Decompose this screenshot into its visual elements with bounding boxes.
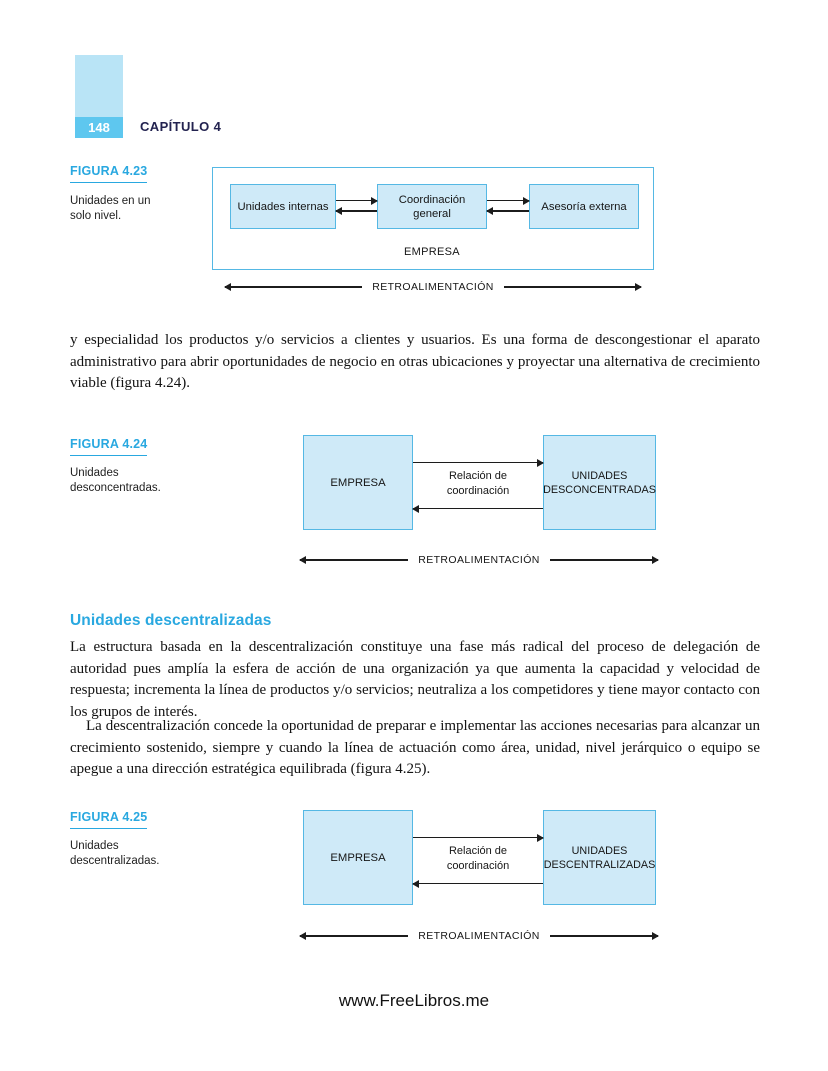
page-number-tab — [75, 55, 123, 117]
external-advisory-box: Asesoría externa — [529, 184, 639, 229]
arrow-right — [550, 559, 658, 560]
feedback-label: RETROALIMENTACIÓN — [418, 930, 540, 942]
arrow-right — [550, 935, 658, 936]
feedback-arrow — [300, 929, 658, 943]
arrow-left — [300, 935, 408, 936]
figure-424-caption: Unidades desconcentradas. — [70, 467, 161, 494]
internal-units-box: Unidades internas — [230, 184, 336, 229]
figure-423-caption: Unidades en un solo nivel. — [70, 195, 151, 222]
body-paragraph: La estructura basada en la descentralización constituye una fase más radical del proceso de delegación de autoridad pues amplía la esfera de acción de una organización ya que aumenta la capacidad y velocidad de respuesta; incrementa la línea de productos y/o servicios; neutraliza a los competidores y tiene mayor contacto con los grupos de interés. — [70, 639, 760, 720]
company-box: EMPRESA — [303, 810, 413, 905]
figure-423-label: FIGURA 4.23 — [70, 164, 147, 183]
figure-425-caption: Unidades descentralizadas. — [70, 840, 160, 867]
arrow-left — [413, 508, 543, 509]
arrow-right — [487, 200, 529, 201]
section-heading: Unidades descentralizadas — [70, 612, 272, 629]
coordination-relation-label: Relación de coordinación — [446, 470, 510, 497]
deconcentrated-units-box: UNIDADES DESCONCENTRADAS — [543, 435, 656, 530]
body-paragraph: La descentralización concede la oportunidad de preparar e implementar las acciones necesarias para alcanzar un crecimiento sostenido, siempre y cuando la línea de actuación como área, unidad, nivel jerárquico o equipo se apegue a una dirección estratégica equilibrada (figura 4.25). — [70, 718, 760, 777]
duplex-arrow — [336, 200, 377, 212]
general-coordination-box: Coordinación general — [377, 184, 487, 229]
arrow-right — [504, 286, 641, 287]
duplex-arrow — [487, 200, 529, 212]
arrow-left — [336, 210, 377, 211]
coordination-relation-label: Relación de coordinación — [446, 845, 510, 872]
feedback-arrow — [300, 553, 658, 567]
chapter-title: CAPÍTULO 4 — [140, 119, 222, 134]
figure-424-label: FIGURA 4.24 — [70, 437, 147, 456]
page-number: 148 — [75, 117, 123, 138]
feedback-label: RETROALIMENTACIÓN — [418, 554, 540, 566]
arrow-right — [413, 837, 543, 838]
footer-url: www.FreeLibros.me — [338, 991, 490, 1010]
feedback-label: RETROALIMENTACIÓN — [372, 281, 494, 293]
arrow-left — [487, 210, 529, 211]
arrow-left — [413, 883, 543, 884]
arrow-right — [413, 462, 543, 463]
body-paragraph: y especialidad los productos y/o servicios a clientes y usuarios. Es una forma de descongestionar el aparato administrativo para abrir oportunidades de negocio en otras ubicaciones y proyectar una alternativa de crecimiento viable (figura 4.24). — [70, 332, 760, 391]
feedback-arrow — [225, 280, 641, 294]
company-box: EMPRESA — [303, 435, 413, 530]
company-frame-label: EMPRESA — [404, 246, 460, 258]
arrow-left — [225, 286, 362, 287]
arrow-right — [336, 200, 377, 201]
decentralized-units-box: UNIDADES DESCENTRALIZADAS — [543, 810, 656, 905]
figure-425-label: FIGURA 4.25 — [70, 810, 147, 829]
arrow-left — [300, 559, 408, 560]
